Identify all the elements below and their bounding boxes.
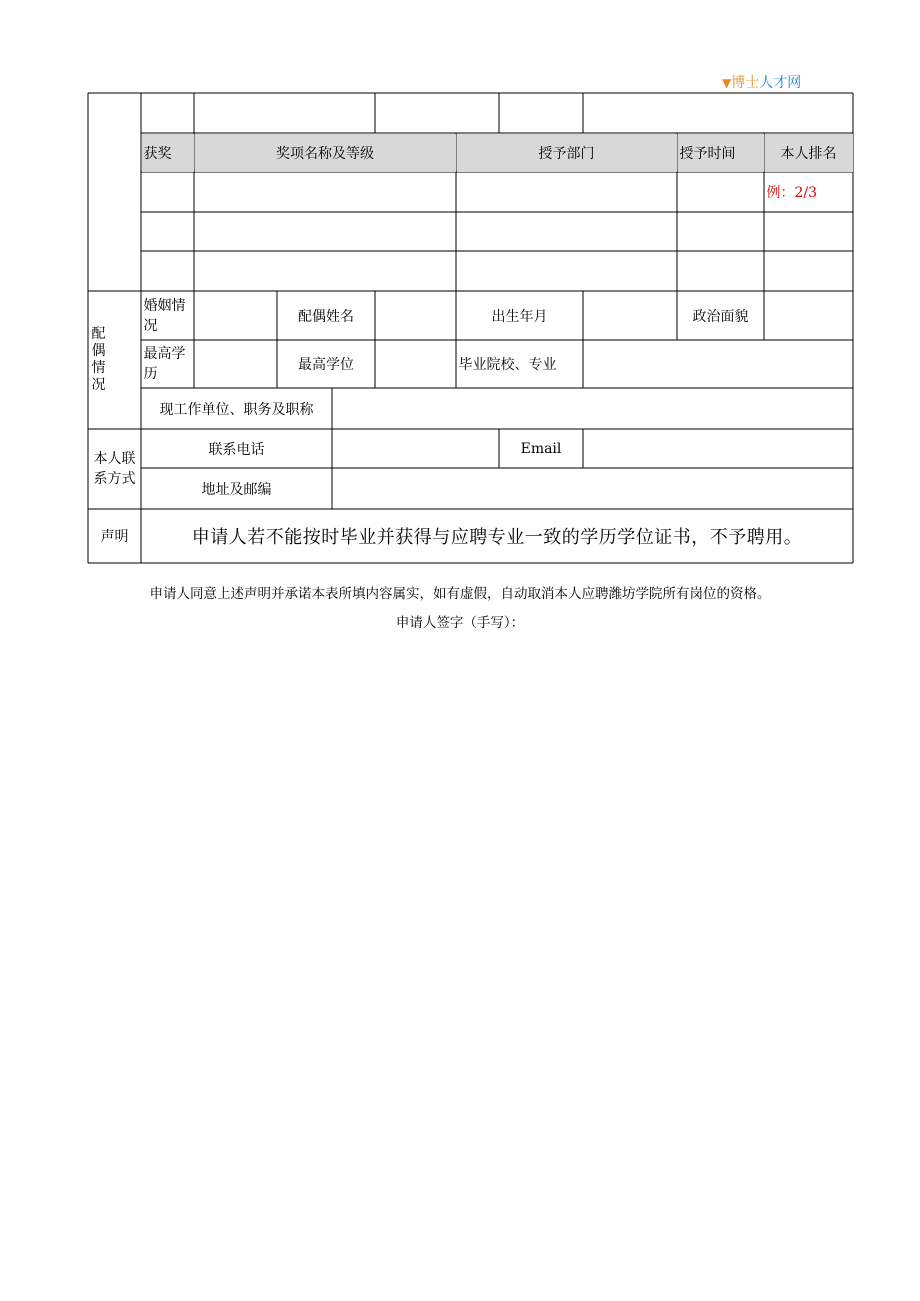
political-label: 政治面貌 xyxy=(692,308,749,325)
spouse-name-field[interactable] xyxy=(376,292,456,340)
birth-field[interactable] xyxy=(584,292,677,340)
awards-col-rank: 本人排名 xyxy=(765,134,853,172)
award-row-1-index[interactable] xyxy=(142,173,194,212)
awards-col-time: 授予时间 xyxy=(678,134,764,172)
education-label: 最高学历 xyxy=(143,346,186,382)
spouse-name-label: 配偶姓名 xyxy=(298,308,354,325)
logo-text-b: 人才网 xyxy=(759,75,802,91)
school-field[interactable] xyxy=(584,341,853,388)
email-label: Email xyxy=(520,440,562,457)
education-field[interactable] xyxy=(195,341,277,388)
marital-status-field[interactable] xyxy=(195,292,277,340)
political-field[interactable] xyxy=(765,292,853,340)
signature-line: 申请人签字（手写）： xyxy=(395,615,525,631)
degree-label: 最高学位 xyxy=(298,357,354,373)
degree-field[interactable] xyxy=(376,341,456,388)
awards-col-name: 奖项名称及等级 xyxy=(195,134,456,172)
contact-section-label: 本人联 系方式 xyxy=(93,451,136,487)
address-field[interactable] xyxy=(333,469,853,509)
birth-label: 出生年月 xyxy=(491,308,548,325)
phone-field[interactable] xyxy=(333,430,499,468)
marital-status-label: 婚姻情况 xyxy=(143,297,186,334)
declaration-text: 申请人若不能按时毕业并获得与应聘专业一致的学历学位证书，不予聘用。 xyxy=(191,527,803,548)
school-label: 毕业院校、专业 xyxy=(458,357,557,373)
award-row-1-time[interactable] xyxy=(678,173,764,212)
email-field[interactable] xyxy=(584,430,853,468)
agreement-note: 申请人同意上述声明并承诺本表所填内容属实，如有虚假，自动取消本人应聘潍坊学院所有岗位的资格。 xyxy=(149,586,771,602)
address-label: 地址及邮编 xyxy=(201,481,272,498)
triangle-icon: ▼ xyxy=(722,76,732,90)
awards-rank-example: 例：2/3 xyxy=(766,185,818,201)
phone-label: 联系电话 xyxy=(208,441,265,458)
award-row-1-name[interactable] xyxy=(195,173,456,212)
work-label: 现工作单位、职务及职称 xyxy=(159,401,314,418)
declaration-label: 声明 xyxy=(100,529,129,545)
awards-col-dept: 授予部门 xyxy=(457,134,677,172)
awards-label: 获奖 xyxy=(142,134,194,172)
logo-text-a: 博士 xyxy=(731,75,760,91)
award-row-1-dept[interactable] xyxy=(457,173,677,212)
work-field[interactable] xyxy=(333,389,853,429)
spouse-section-label: 配偶情况 xyxy=(91,326,106,393)
